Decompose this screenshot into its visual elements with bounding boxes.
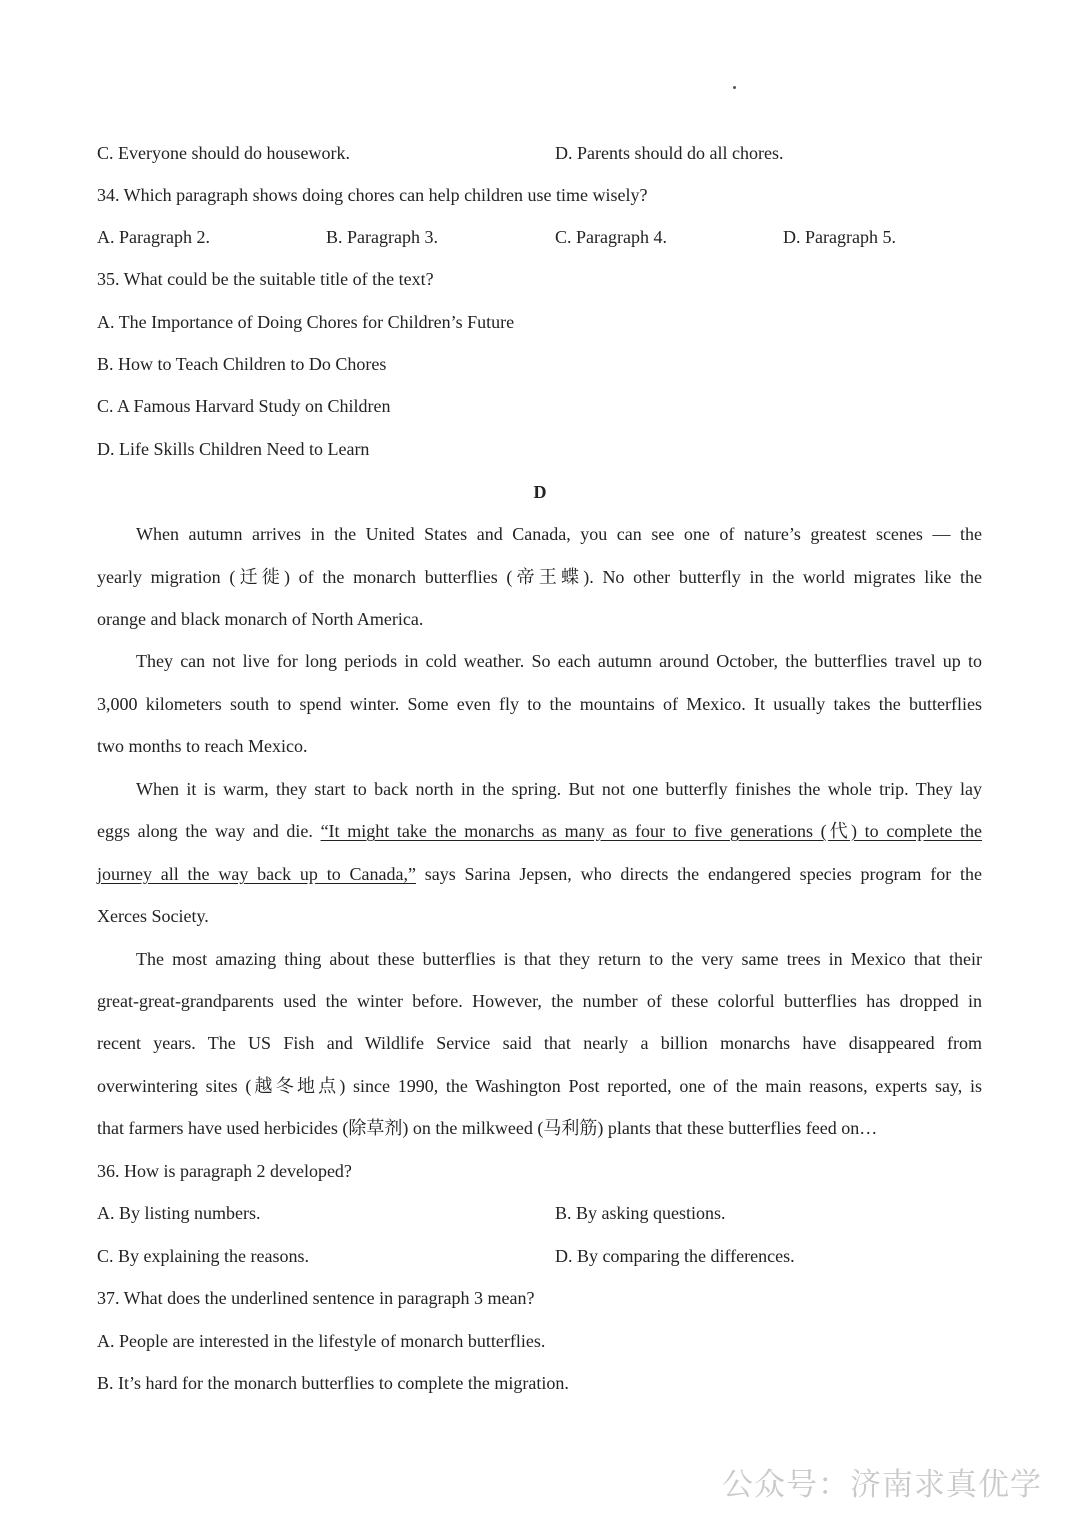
p2-line-3: two months to reach Mexico. (97, 736, 308, 756)
q35-option-c: C. A Famous Harvard Study on Children (97, 396, 391, 416)
p2-line-1: They can not live for long periods in cold weather. So each autumn around October, the butterflies travel up to (136, 651, 982, 671)
q33-option-c: C. Everyone should do housework. (97, 143, 350, 163)
q35-option-b: B. How to Teach Children to Do Chores (97, 354, 387, 374)
underlined-sentence-part-1: “It might take the monarchs as many as four to five generations (代) to complete the (320, 821, 982, 841)
q37-question: 37. What does the underlined sentence in paragraph 3 mean? (97, 1288, 535, 1308)
p3-line-2-text: eggs along the way and die. (97, 821, 321, 841)
stray-mark (733, 86, 736, 89)
underlined-sentence-part-2: journey all the way back up to Canada,” (97, 864, 416, 884)
p3-line-2 (97, 820, 982, 842)
q36-question: 36. How is paragraph 2 developed? (97, 1161, 352, 1181)
section-heading: D (533, 482, 547, 502)
q35-option-a: A. The Importance of Doing Chores for Children’s Future (97, 312, 515, 332)
q36-option-a: A. By listing numbers. (97, 1203, 261, 1223)
p3-line-4: Xerces Society. (97, 906, 209, 926)
p1-line-3: orange and black monarch of North America. (97, 609, 424, 629)
q37-option-b: B. It’s hard for the monarch butterflies to complete the migration. (97, 1373, 569, 1393)
p1-line-2: yearly migration (迁徙) of the monarch butterflies (帝王蝶). No other butterfly in the world migrates like the (97, 567, 982, 587)
p1-line-1: When autumn arrives in the United States and Canada, you can see one of nature’s greatest scenes — the (136, 524, 982, 544)
q36-option-c: C. By explaining the reasons. (97, 1246, 309, 1266)
q35-question: 35. What could be the suitable title of the text? (97, 269, 434, 289)
p2-line-2: 3,000 kilometers south to spend winter. Some even fly to the mountains of Mexico. It usually takes the butterflies (97, 694, 982, 714)
p3-line-1: When it is warm, they start to back north in the spring. But not one butterfly finishes the whole trip. They lay (136, 779, 982, 799)
p4-line-5: that farmers have used herbicides (除草剂) on the milkweed (马利筋) plants that these butterflies feed on… (97, 1118, 878, 1138)
p3-line-3-text: says Sarina Jepsen, who directs the endangered species program for the (415, 864, 982, 884)
q37-option-a: A. People are interested in the lifestyle of monarch butterflies. (97, 1331, 546, 1351)
p4-line-3: recent years. The US Fish and Wildlife Service said that nearly a billion monarchs have disappeared from (97, 1033, 982, 1053)
q34-option-c: C. Paragraph 4. (555, 227, 667, 247)
q34-question: 34. Which paragraph shows doing chores can help children use time wisely? (97, 185, 648, 205)
q36-option-d: D. By comparing the differences. (555, 1246, 795, 1266)
q34-option-a: A. Paragraph 2. (97, 227, 210, 247)
q34-option-d: D. Paragraph 5. (783, 227, 896, 247)
q33-option-d: D. Parents should do all chores. (555, 143, 784, 163)
p4-line-1: The most amazing thing about these butterflies is that they return to the very same trees in Mexico that their (136, 949, 982, 969)
watermark: 公众号：济南求真优学 (722, 1467, 1042, 1503)
p4-line-2: great-great-grandparents used the winter before. However, the number of these colorful butterflies has dropped in (97, 991, 982, 1011)
q34-option-b: B. Paragraph 3. (326, 227, 438, 247)
q35-option-d: D. Life Skills Children Need to Learn (97, 439, 370, 459)
q36-option-b: B. By asking questions. (555, 1203, 726, 1223)
p4-line-4: overwintering sites (越冬地点) since 1990, the Washington Post reported, one of the main reasons, experts say, is (97, 1076, 982, 1096)
p3-line-3 (97, 863, 982, 885)
